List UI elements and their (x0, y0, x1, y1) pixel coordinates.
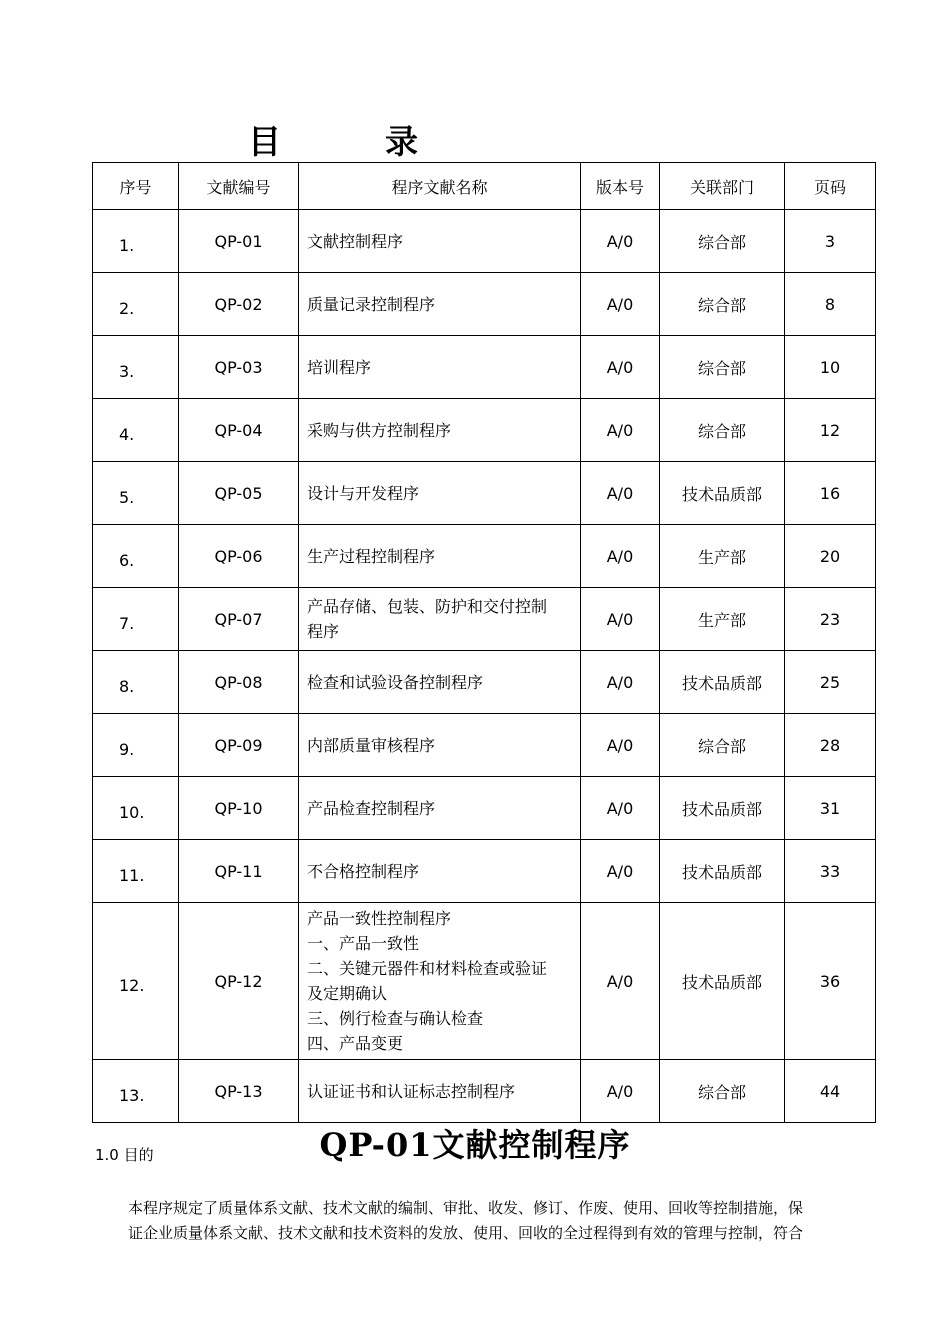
row-department: 技术品质部 (660, 903, 785, 1060)
row-doc-name-line: 检查和试验设备控制程序 (307, 672, 484, 692)
row-doc-code: QP-06 (179, 525, 299, 588)
row-doc-code: QP-12 (179, 903, 299, 1060)
row-page: 10 (785, 336, 876, 399)
row-doc-code: QP-03 (179, 336, 299, 399)
row-doc-code: QP-13 (179, 1060, 299, 1123)
section-body (95, 1196, 885, 1246)
row-doc-name-line: 四、产品变更 (307, 1034, 404, 1053)
row-serial: 11. (93, 840, 179, 903)
header-doc-code: 文献编号 (179, 163, 299, 210)
row-doc-name-line: 二、关键元器件和材料检查或验证 (307, 959, 548, 978)
toc-title-char-2: 录 (385, 122, 418, 161)
row-department: 综合部 (660, 273, 785, 336)
header-doc-name: 程序文献名称 (299, 163, 581, 210)
toc-row (93, 525, 876, 588)
row-page: 20 (785, 525, 876, 588)
toc-row (93, 714, 876, 777)
row-version: A/0 (581, 462, 660, 525)
row-doc-name-line: 内部质量审核程序 (307, 735, 436, 755)
row-department: 综合部 (660, 210, 785, 273)
toc-row (93, 903, 876, 1060)
row-doc-name-line: 产品一致性控制程序 (307, 909, 452, 928)
row-doc-code: QP-10 (179, 777, 299, 840)
row-page: 23 (785, 588, 876, 651)
row-department: 生产部 (660, 525, 785, 588)
row-doc-name-line: 及定期确认 (307, 984, 388, 1003)
row-page: 44 (785, 1060, 876, 1123)
row-doc-code: QP-01 (179, 210, 299, 273)
row-doc-name (299, 525, 581, 588)
toc-table (92, 162, 876, 1123)
row-doc-name-line: 三、例行检查与确认检查 (307, 1009, 484, 1028)
row-page: 16 (785, 462, 876, 525)
row-department: 生产部 (660, 588, 785, 651)
toc-row (93, 210, 876, 273)
row-serial: 5. (93, 462, 179, 525)
row-doc-name-line: 一、产品一致性 (307, 934, 420, 953)
row-doc-name (299, 273, 581, 336)
row-department: 综合部 (660, 714, 785, 777)
toc-row (93, 588, 876, 651)
toc-row (93, 1060, 876, 1123)
row-doc-name-line: 产品检查控制程序 (307, 798, 436, 818)
section-title: QP-01文献控制程序 (319, 1126, 631, 1164)
row-doc-name-line: 培训程序 (307, 357, 372, 377)
row-doc-name-line: 文献控制程序 (307, 231, 404, 251)
row-serial: 12. (93, 903, 179, 1060)
row-doc-code: QP-04 (179, 399, 299, 462)
toc-row (93, 336, 876, 399)
row-version: A/0 (581, 588, 660, 651)
section-heading: 1.0 目的 (95, 1146, 154, 1164)
row-version: A/0 (581, 840, 660, 903)
row-serial: 8. (93, 651, 179, 714)
toc-title (248, 116, 418, 160)
row-serial: 3. (93, 336, 179, 399)
row-department: 综合部 (660, 336, 785, 399)
toc-row (93, 777, 876, 840)
row-doc-name (299, 651, 581, 714)
row-doc-name (299, 840, 581, 903)
row-page: 33 (785, 840, 876, 903)
header-page: 页码 (785, 163, 876, 210)
row-doc-name-line: 认证证书和认证标志控制程序 (307, 1081, 516, 1101)
row-department: 技术品质部 (660, 777, 785, 840)
row-version: A/0 (581, 525, 660, 588)
row-doc-code: QP-07 (179, 588, 299, 651)
row-serial: 9. (93, 714, 179, 777)
row-page: 31 (785, 777, 876, 840)
row-serial: 4. (93, 399, 179, 462)
row-serial: 10. (93, 777, 179, 840)
row-doc-code: QP-08 (179, 651, 299, 714)
header-version: 版本号 (581, 163, 660, 210)
row-version: A/0 (581, 1060, 660, 1123)
row-doc-code: QP-09 (179, 714, 299, 777)
body-line-1: 本程序规定了质量体系文献、技术文献的编制、审批、收发、修订、作废、使用、回收等控制措施，保 (128, 1199, 804, 1217)
row-doc-name-line: 不合格控制程序 (307, 861, 420, 881)
row-doc-name (299, 714, 581, 777)
row-doc-name-line: 产品存储、包装、防护和交付控制 (307, 597, 548, 616)
row-department: 技术品质部 (660, 462, 785, 525)
toc-row (93, 651, 876, 714)
row-version: A/0 (581, 714, 660, 777)
row-doc-name-line: 设计与开发程序 (307, 483, 420, 503)
row-doc-name-line: 质量记录控制程序 (307, 294, 436, 314)
row-department: 综合部 (660, 1060, 785, 1123)
row-doc-name-line: 采购与供方控制程序 (307, 420, 452, 440)
row-doc-name-line: 生产过程控制程序 (307, 546, 436, 566)
row-doc-code: QP-02 (179, 273, 299, 336)
row-page: 8 (785, 273, 876, 336)
row-serial: 6. (93, 525, 179, 588)
row-doc-name (299, 210, 581, 273)
row-doc-name (299, 336, 581, 399)
toc-row (93, 840, 876, 903)
row-serial: 1. (93, 210, 179, 273)
row-version: A/0 (581, 777, 660, 840)
row-doc-name-line: 程序 (307, 622, 340, 641)
row-doc-name (299, 903, 581, 1060)
header-department: 关联部门 (660, 163, 785, 210)
row-doc-name (299, 588, 581, 651)
row-page: 12 (785, 399, 876, 462)
row-version: A/0 (581, 651, 660, 714)
row-department: 综合部 (660, 399, 785, 462)
row-version: A/0 (581, 399, 660, 462)
toc-row (93, 273, 876, 336)
row-version: A/0 (581, 273, 660, 336)
body-line-2: 证企业质量体系文献、技术文献和技术资料的发放、使用、回收的全过程得到有效的管理与控制，符合 (128, 1224, 804, 1242)
row-doc-name (299, 777, 581, 840)
toc-header-row (93, 163, 876, 210)
row-serial: 7. (93, 588, 179, 651)
row-version: A/0 (581, 336, 660, 399)
row-doc-name (299, 462, 581, 525)
row-doc-name (299, 1060, 581, 1123)
row-department: 技术品质部 (660, 651, 785, 714)
row-page: 28 (785, 714, 876, 777)
toc-row (93, 399, 876, 462)
row-doc-code: QP-11 (179, 840, 299, 903)
row-department: 技术品质部 (660, 840, 785, 903)
header-serial: 序号 (93, 163, 179, 210)
row-doc-name (299, 399, 581, 462)
row-page: 25 (785, 651, 876, 714)
toc-row (93, 462, 876, 525)
row-version: A/0 (581, 210, 660, 273)
toc-title-char-1: 目 (248, 122, 281, 161)
row-serial: 13. (93, 1060, 179, 1123)
row-page: 36 (785, 903, 876, 1060)
row-page: 3 (785, 210, 876, 273)
row-version: A/0 (581, 903, 660, 1060)
row-serial: 2. (93, 273, 179, 336)
row-doc-code: QP-05 (179, 462, 299, 525)
